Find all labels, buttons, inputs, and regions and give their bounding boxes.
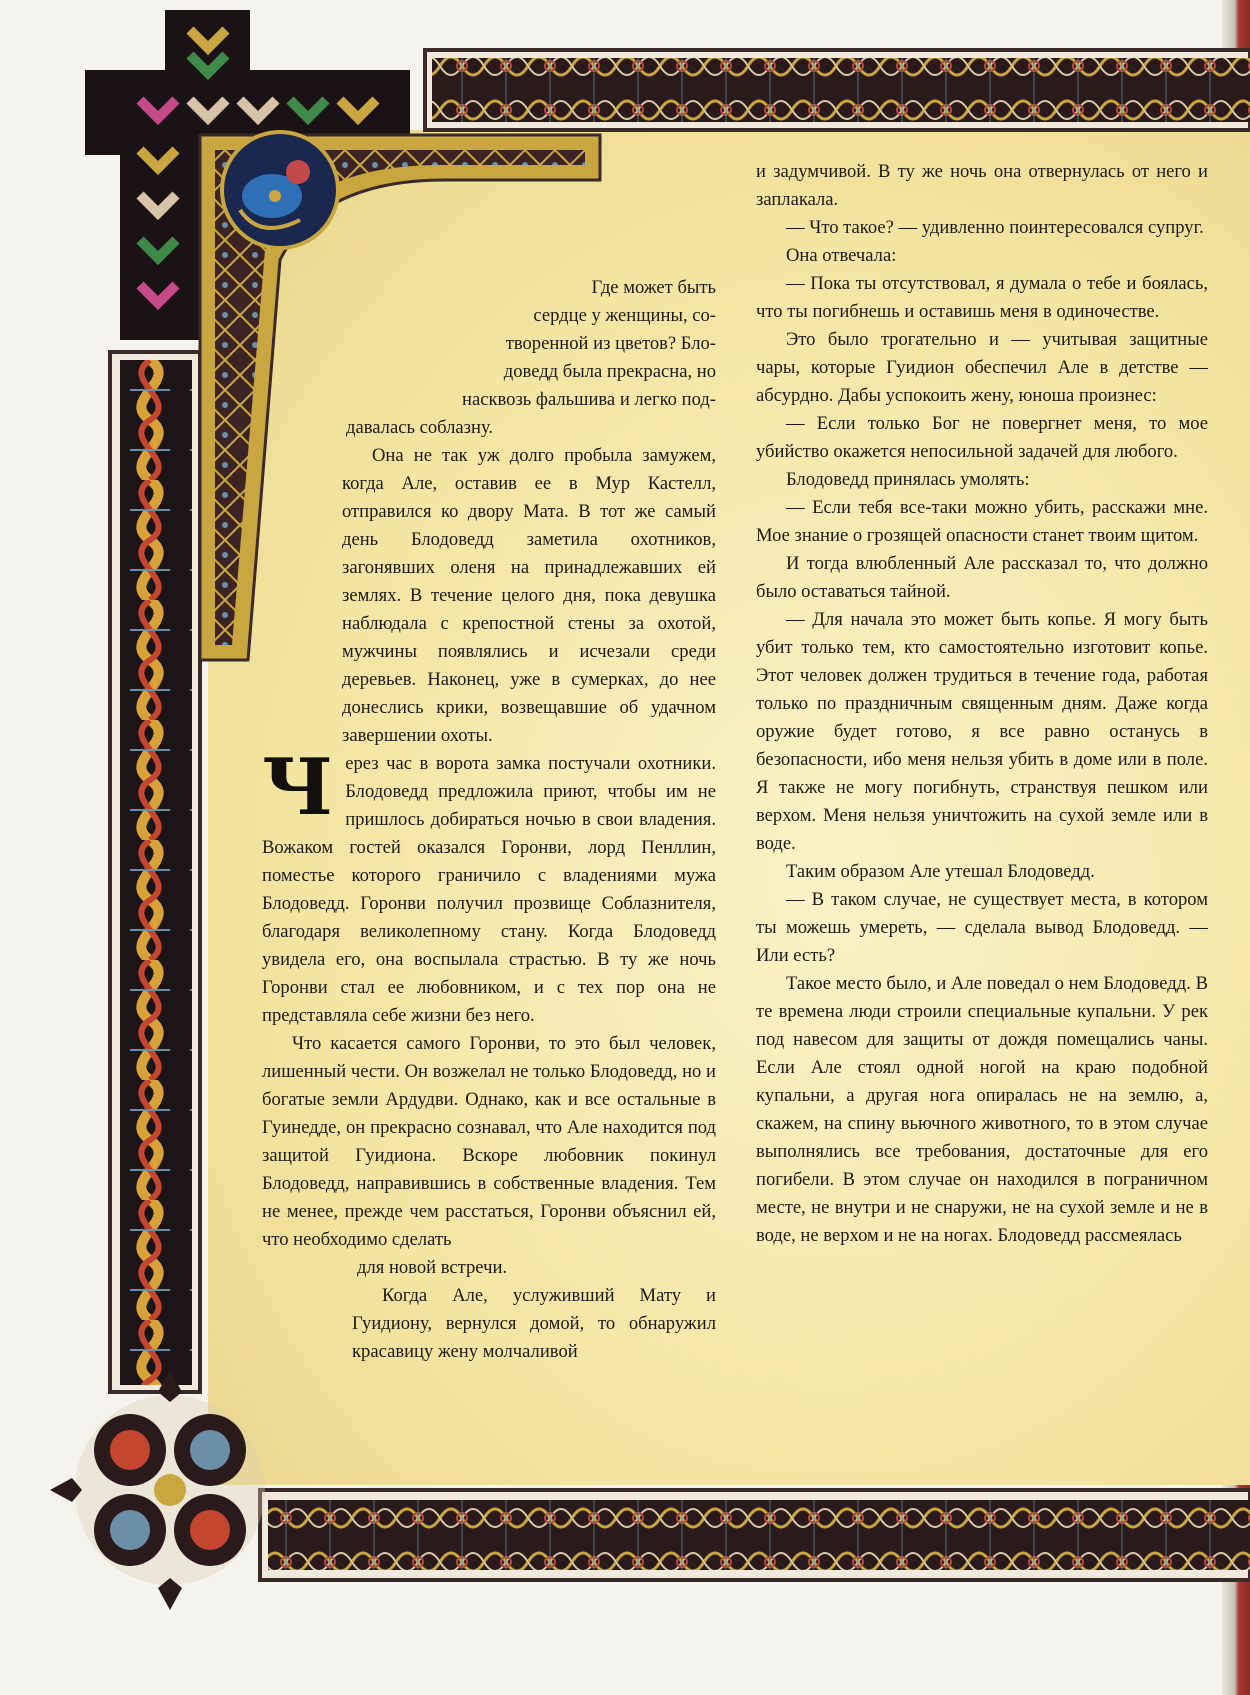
paragraph: Она отвечала: <box>786 245 897 266</box>
intro-line: Где может быть <box>591 277 716 298</box>
paragraph: Блодоведд принялась умолять: <box>786 469 1030 490</box>
paragraph: — Для начала это может быть копье. Я могу быть убит только тем, кто самостоятельно изготовит копье. Этот человек должен трудиться в течение года, работая только по праздничным священным дням. Даже когда оружие будет готово, я все равно останусь в безопасности, ибо меня нельзя убить в доме или в поле. Я также не могу погибнуть, странствуя пешком или верхом. Меня нельзя уничтожить на сухой земле или в воде. <box>756 609 1208 854</box>
paragraph: Когда Але, услуживший Мату и Гуидиону, вернулся домой, то обнаружил красавицу жену молчаливой <box>352 1285 716 1362</box>
paragraph: Таким образом Але утешал Блодоведд. <box>786 861 1095 882</box>
intro-line: сердце у женщины, со- <box>533 305 716 326</box>
paragraph-with-dropcap <box>262 742 716 1030</box>
paragraph: Такое место было, и Але поведал о нем Блодоведд. В те времена люди строили специальные купальни. У рек под навесом для защиты от дождя помещались чаны. Если Але стоял одной ногой на краю подобной купальни, а другая нога опиралась не на землю, а, скажем, на спину вьючного животного, то в этом случае выполнялись все требования, достаточные для его погибели. В этом случае он находился в пограничном месте, не внутри и не снаружи, не на сухой земле и не в воде, не верхом и не на ногах. Блодоведд рассмеялась <box>756 973 1208 1246</box>
intro-line: творенной из цветов? Бло- <box>505 333 716 354</box>
triskele-rosette-icon <box>50 1370 265 1610</box>
paragraph: — В таком случае, не существует места, в котором ты можешь умереть, — сделала вывод Блодоведд. — Или есть? <box>756 889 1208 966</box>
paragraph: Что касается самого Горонви, то это был человек, лишенный чести. Он возжелал не только Блодоведд, но и богатые земли Ардудви. Однако, как и все остальные в Гуинедде, он прекрасно сознавал, что Але находится под защитой Гуидиона. Вскоре любовник покинул Блодоведд, направившись в собственные владения. Тем не менее, прежде чем расстаться, Горонви объяснил ей, что необходимо сделать <box>262 1033 716 1250</box>
peacock-bird-icon <box>222 132 338 248</box>
paragraph: — Пока ты отсутствовал, я думала о тебе и боялась, что ты погибнешь и оставишь меня в одиночестве. <box>756 273 1208 322</box>
left-text-column <box>262 274 716 1366</box>
drop-cap: Ч <box>262 742 334 833</box>
right-text-column <box>756 158 1208 1250</box>
paragraph: И тогда влюбленный Але рассказал то, что должно было оставаться тайной. <box>756 553 1208 602</box>
paragraph: Это было трогательно и — учитывая защитные чары, которые Гуидион обеспечил Але в детстве — абсурдно. Дабы успокоить жену, юноша произнес: <box>756 329 1208 406</box>
paragraph-text: ерез час в ворота замка постучали охотники. Блодоведд предложила приют, чтобы им не пришлось добираться ночью в свои владения. Вожаком гостей оказался Горонви, лорд Пенллин, поместье которого граничило с владениями мужа Блодоведд. Горонви получил прозвище Соблазнителя, благодаря великолепному стану. Когда Блодоведд увидела его, она воспылала страстью. В ту же ночь Горонви стал ее любовником, и с тех пор она не представляла себе жизни без него. <box>262 753 716 1026</box>
paragraph: Она не так уж долго пробыла замужем, когда Але, оставив ее в Мур Кастелл, отправился ко двору Мата. В тот же самый день Блодоведд заметила охотников, загонявших оленя на принадлежавших ей землях. В течение целого дня, пока девушка наблюдала с крепостной стены за охотой, мужчины появлялись и исчезали среди деревьев. Наконец, уже в сумерках, до нее донеслись крики, возвещавшие об удачном завершении охоты. <box>342 445 716 746</box>
paragraph: — Что такое? — удивленно поинтересовался супруг. <box>786 217 1204 238</box>
intro-line: давалась соблазну. <box>346 417 494 438</box>
paragraph-end: для новой встречи. <box>357 1257 508 1278</box>
paragraph: и задумчивой. В ту же ночь она отвернулась от него и заплакала. <box>756 161 1208 210</box>
paragraph: — Если тебя все-таки можно убить, расскажи мне. Мое знание о грозящей опасности станет твоим щитом. <box>756 497 1208 546</box>
paragraph: — Если только Бог не повергнет меня, то мое убийство окажется непосильной задачей для любого. <box>756 413 1208 462</box>
intro-line: доведд была прекрасна, но <box>503 361 716 382</box>
intro-line: насквозь фальшива и легко под- <box>462 389 716 410</box>
